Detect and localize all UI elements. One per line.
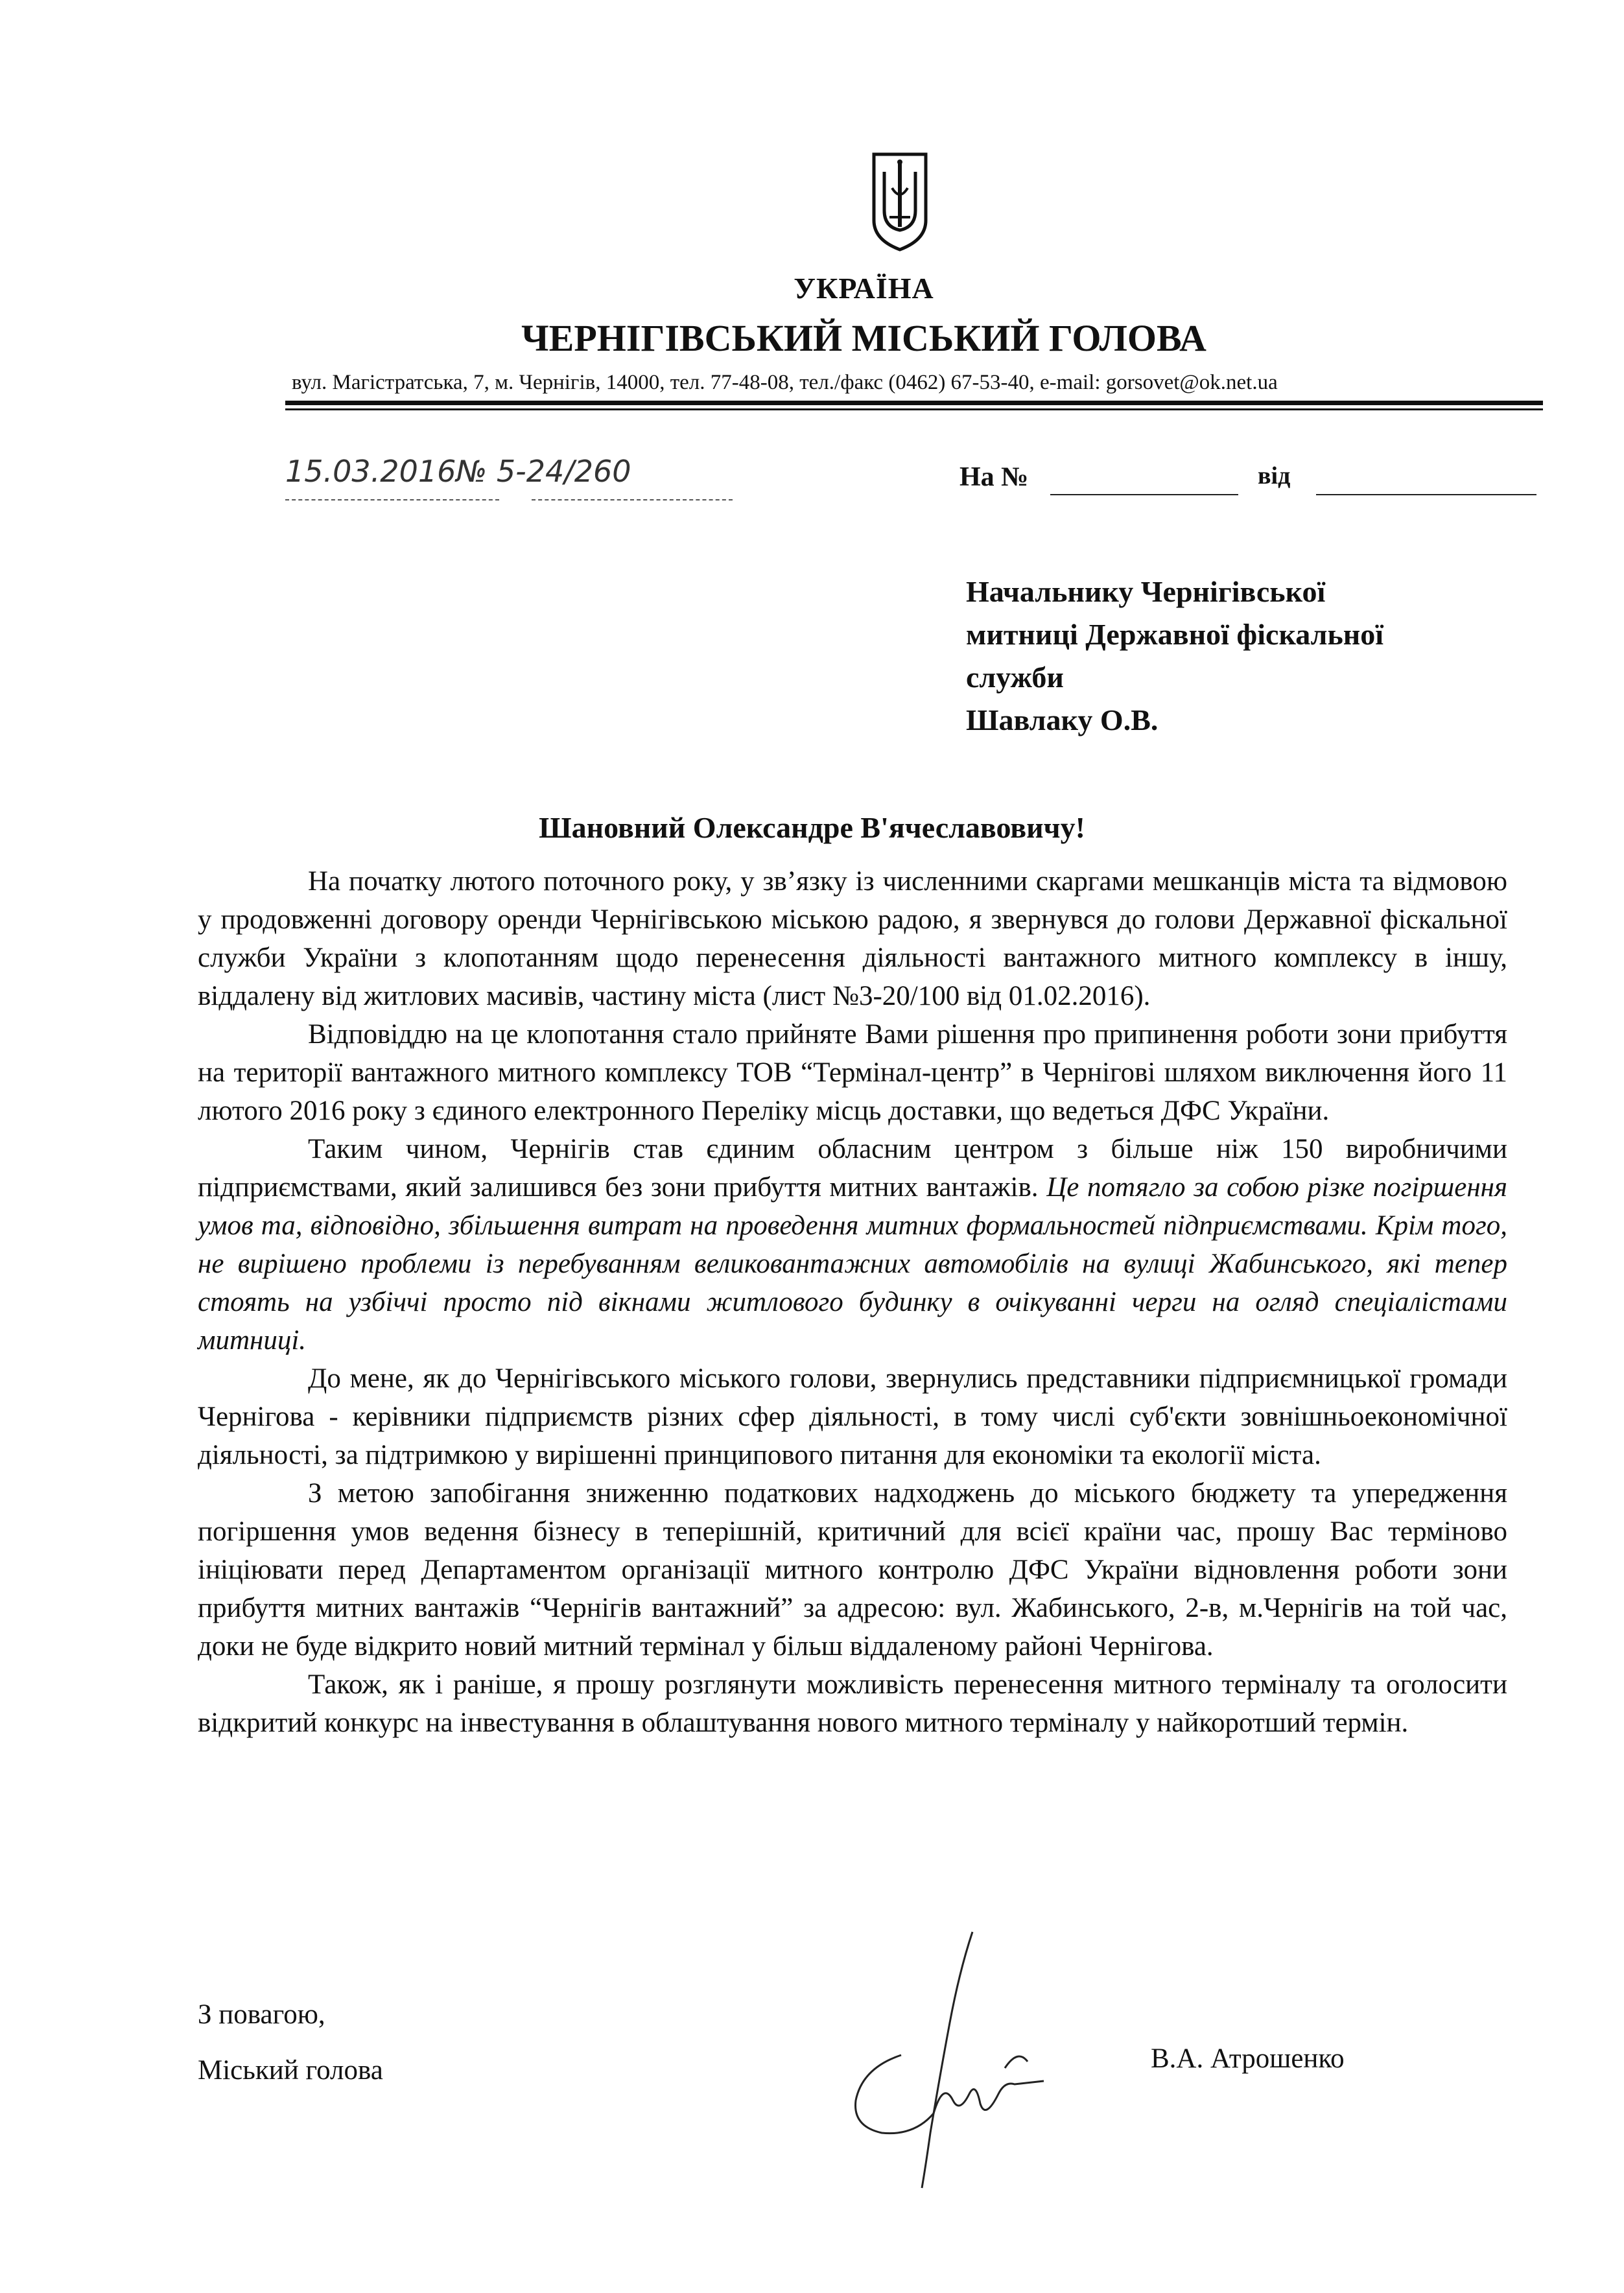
in-reply-date-line — [1316, 494, 1536, 495]
body-paragraph: На початку лютого поточного року, у зв’язку із численними скаргами мешканців міста та відмовою у продовженні договору оренди Чернігівською міською радою, я звернувся до голови Державної фіскальної служби України з клопотанням щодо перенесення діяльності вантажного митного комплексу в іншу, віддалену від житлових масивів, частину міста (лист №3-20/100 від 01.02.2016). — [198, 866, 1507, 1011]
in-reply-from-label: від — [1258, 462, 1291, 489]
addressee-line: Начальнику Чернігівської — [966, 575, 1326, 608]
handwritten-signature — [810, 1919, 1070, 2198]
closing-position: Міський голова — [198, 2055, 383, 2086]
letter-body — [198, 862, 1507, 1742]
closing-regards: З повагою, — [198, 1999, 325, 2030]
registration-date-line — [285, 499, 499, 500]
body-paragraph: Відповіддю на це клопотання стало прийняте Вами рішення про припинення роботи зони прибуття на території вантажного митного комплексу ТОВ “Термінал-центр” в Чернігові шляхом виключення його 11 лютого 2016 року з єдиного електронного Переліку місць доставки, що ведеться ДФС України. — [198, 1019, 1507, 1126]
in-reply-number-line — [1050, 494, 1238, 495]
coat-of-arms-emblem — [867, 149, 932, 253]
addressee-line: митниці Державної фіскальної — [966, 618, 1384, 651]
closing-block — [198, 1987, 383, 2099]
body-paragraph: Також, як і раніше, я прошу розглянути можливість перенесення митного терміналу та оголосити відкритий конкурс на інвестування в облаштування нового митного терміналу у найкоротший термін. — [198, 1669, 1507, 1738]
body-text-italic: Це потягло за собою різке погіршення умов та, відповідно, збільшення витрат на проведення митних формальностей підприємствами. Крім того, не вирішено проблеми із перебуванням великовантажних автомобілів на вулиці Жабинського, які тепер стоять на узбіччі просто під вікнами житлового будинку в очікуванні черги на огляд спеціалістами митниці. — [198, 1172, 1508, 1356]
signer-name: В.А. Атрошенко — [1151, 2043, 1345, 2074]
letterhead-rule — [285, 401, 1543, 405]
registration-number: 15.03.2016№ 5-24/260 — [285, 454, 631, 489]
addressee-block — [966, 570, 1383, 742]
salutation: Шановний Олександре В'ячеславовичу! — [539, 811, 1085, 844]
country-title: УКРАЇНА — [794, 272, 934, 305]
in-reply-label: На № — [959, 462, 1029, 492]
body-paragraph: До мене, як до Чернігівського міського голови, звернулись представники підприємницької громади Чернігова - керівники підприємств різних сфер діяльності, в тому числі суб'єкти зовнішньоекономічної діяльності, за підтримкою у вирішенні принципового питання для економіки та екології міста. — [198, 1363, 1507, 1470]
addressee-line: служби — [966, 661, 1064, 694]
office-title: ЧЕРНІГІВСЬКИЙ МІСЬКИЙ ГОЛОВА — [521, 317, 1206, 359]
letterhead-rule-thin — [285, 408, 1543, 410]
office-address: вул. Магістратська, 7, м. Чернігів, 14000, тел. 77-48-08, тел./факс (0462) 67-53-40, e-mail: gorsovet@ok.net.ua — [292, 371, 1278, 394]
registration-number-line — [532, 499, 733, 500]
body-text-regular: Таким чином, Чернігів став єдиним обласним центром з більше ніж 150 виробничими підприємствами, який залишився без зони прибуття митних вантажів. — [198, 1134, 1507, 1203]
body-paragraph — [198, 1130, 1507, 1359]
addressee-line: Шавлаку О.В. — [966, 703, 1159, 736]
body-paragraph: З метою запобігання зниженню податкових надходжень до міського бюджету та упередження погіршення умов ведення бізнесу в теперішній, критичний для всієї країни час, прошу Вас терміново ініціювати перед Департаментом організації митного контролю ДФС України відновлення роботи зони прибуття митних вантажів “Чернігів вантажний” за адресою: вул. Жабинського, 2-в, м.Чернігів на той час, доки не буде відкрито новий митний термінал у більш віддаленому районі Чернігова. — [198, 1478, 1507, 1662]
